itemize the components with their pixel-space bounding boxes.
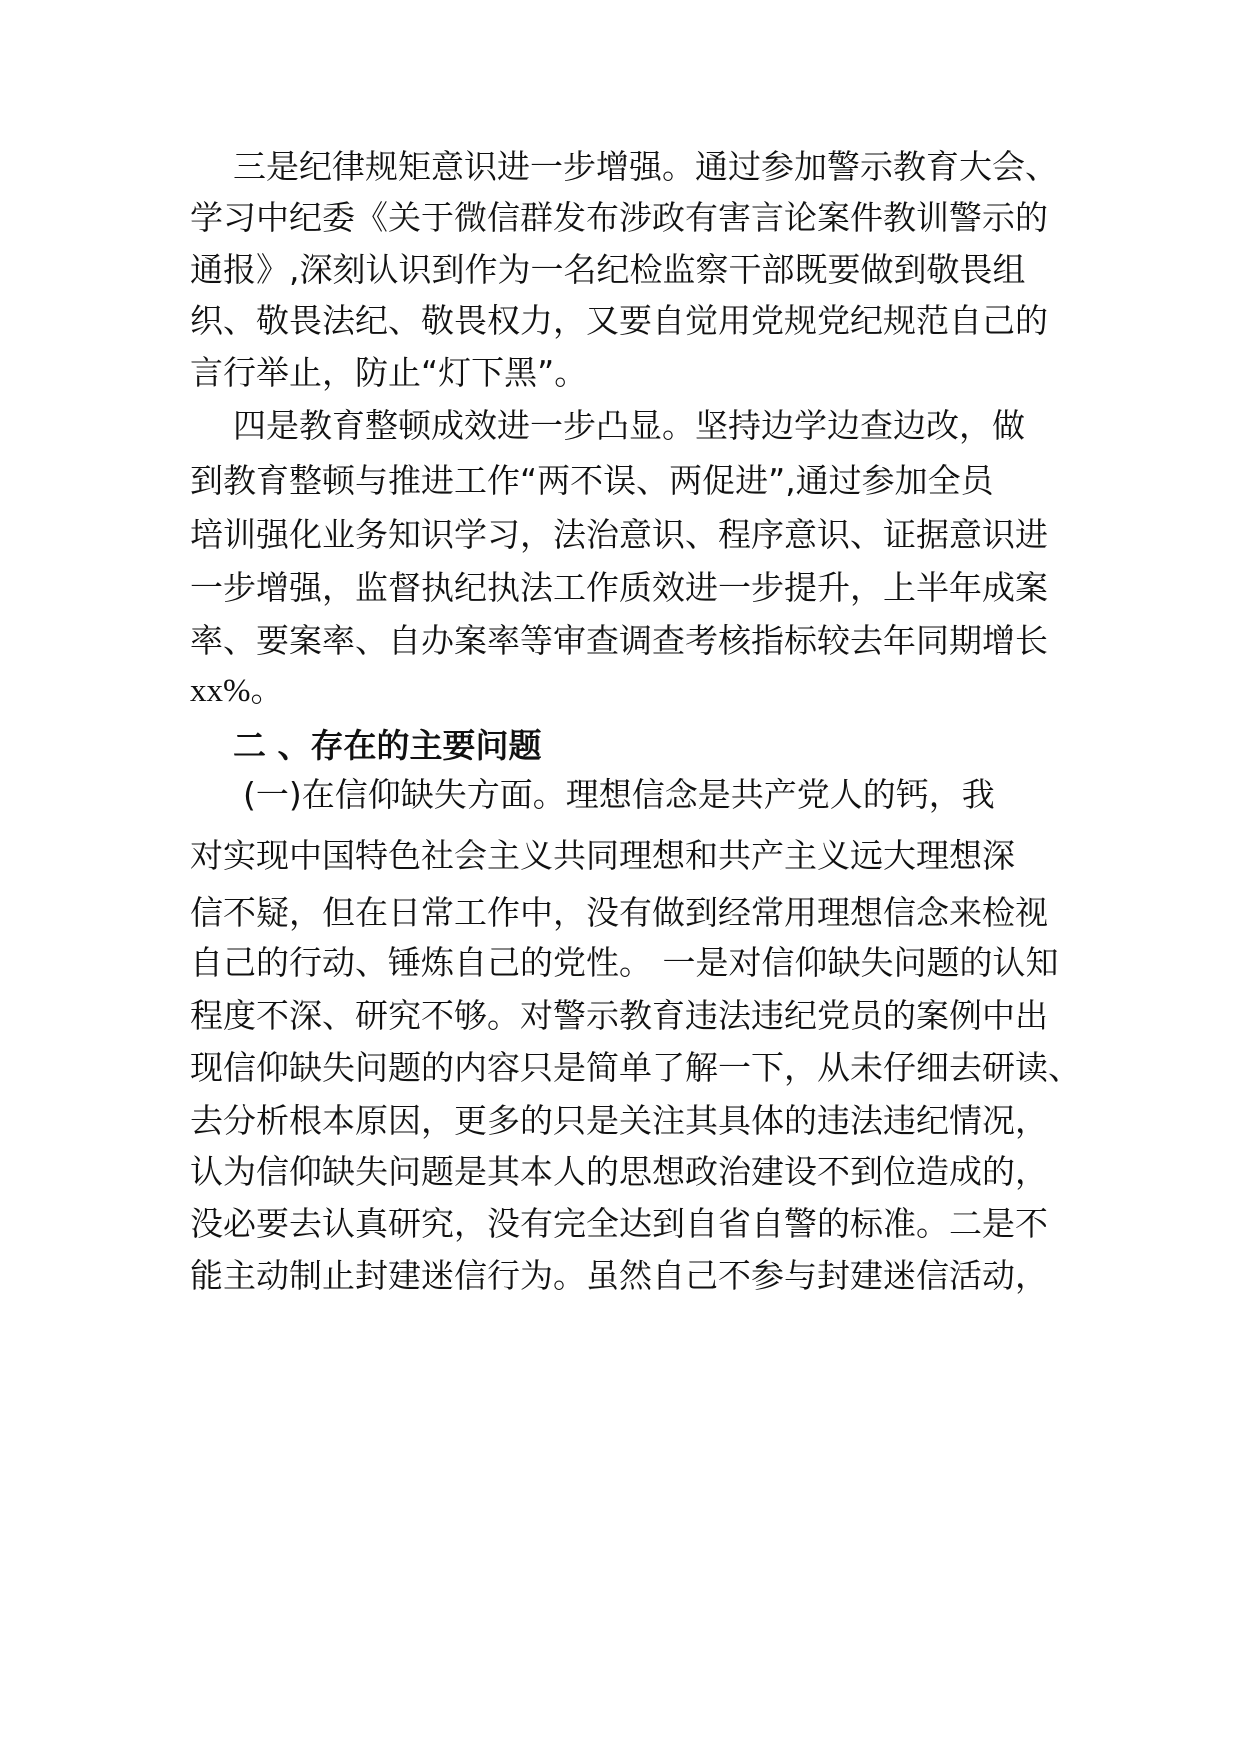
paragraph-5-line-6: 现信仰缺失问题的内容只是简单了解一下，从未仔细去研读、 xyxy=(190,1048,1081,1087)
paragraph-4-line-3: 培训强化业务知识学习，法治意识、程序意识、证据意识进 xyxy=(190,515,1048,554)
paragraph-3-line-5: 言行举止，防止“灯下黑”。 xyxy=(190,353,588,392)
paragraph-3-line-2: 学习中纪委《关于微信群发布涉政有害言论案件教训警示的 xyxy=(190,198,1048,237)
paragraph-3-line-4: 织、敬畏法纪、敬畏权力，又要自觉用党规党纪规范自己的 xyxy=(190,301,1048,340)
paragraph-5-line-8: 认为信仰缺失问题是其本人的思想政治建设不到位造成的， xyxy=(190,1152,1048,1191)
paragraph-5-line-3: 信不疑，但在日常工作中，没有做到经常用理想信念来检视 xyxy=(190,893,1048,932)
paragraph-5-line-9: 没必要去认真研究，没有完全达到自省自警的标准。二是不 xyxy=(190,1204,1048,1243)
paragraph-5-line-2: 对实现中国特色社会主义共同理想和共产主义远大理想深 xyxy=(190,836,1015,875)
paragraph-3-line-3: 通报》,深刻认识到作为一名纪检监察干部既要做到敬畏组 xyxy=(190,250,1026,289)
paragraph-5-line-4: 自己的行动、锤炼自己的党性。 一是对信仰缺失问题的认知 xyxy=(190,943,1059,982)
paragraph-4-line-5: 率、要案率、自办案率等审查调查考核指标较去年同期增长 xyxy=(190,621,1048,660)
paragraph-4-line-2: 到教育整顿与推进工作“两不误、两促进”,通过参加全员 xyxy=(190,461,994,500)
paragraph-5-line-7: 去分析根本原因，更多的只是关注其具体的违法违纪情况， xyxy=(190,1101,1048,1140)
paragraph-5-line-5: 程度不深、研究不够。对警示教育违法违纪党员的案例中出 xyxy=(190,996,1048,1035)
paragraph-5-line-10: 能主动制止封建迷信行为。虽然自己不参与封建迷信活动， xyxy=(190,1256,1048,1295)
paragraph-4-line-6: xx%。 xyxy=(190,673,284,709)
paragraph-5-line-1: (一)在信仰缺失方面。理想信念是共产党人的钙，我 xyxy=(243,775,995,814)
paragraph-4-line-1: 四是教育整顿成效进一步凸显。坚持边学边查边改，做 xyxy=(233,406,1025,445)
paragraph-4-line-4: 一步增强，监督执纪执法工作质效进一步提升，上半年成案 xyxy=(190,568,1048,607)
section-heading: 二 、存在的主要问题 xyxy=(233,726,542,765)
paragraph-3-line-1: 三是纪律规矩意识进一步增强。通过参加警示教育大会、 xyxy=(233,147,1058,186)
